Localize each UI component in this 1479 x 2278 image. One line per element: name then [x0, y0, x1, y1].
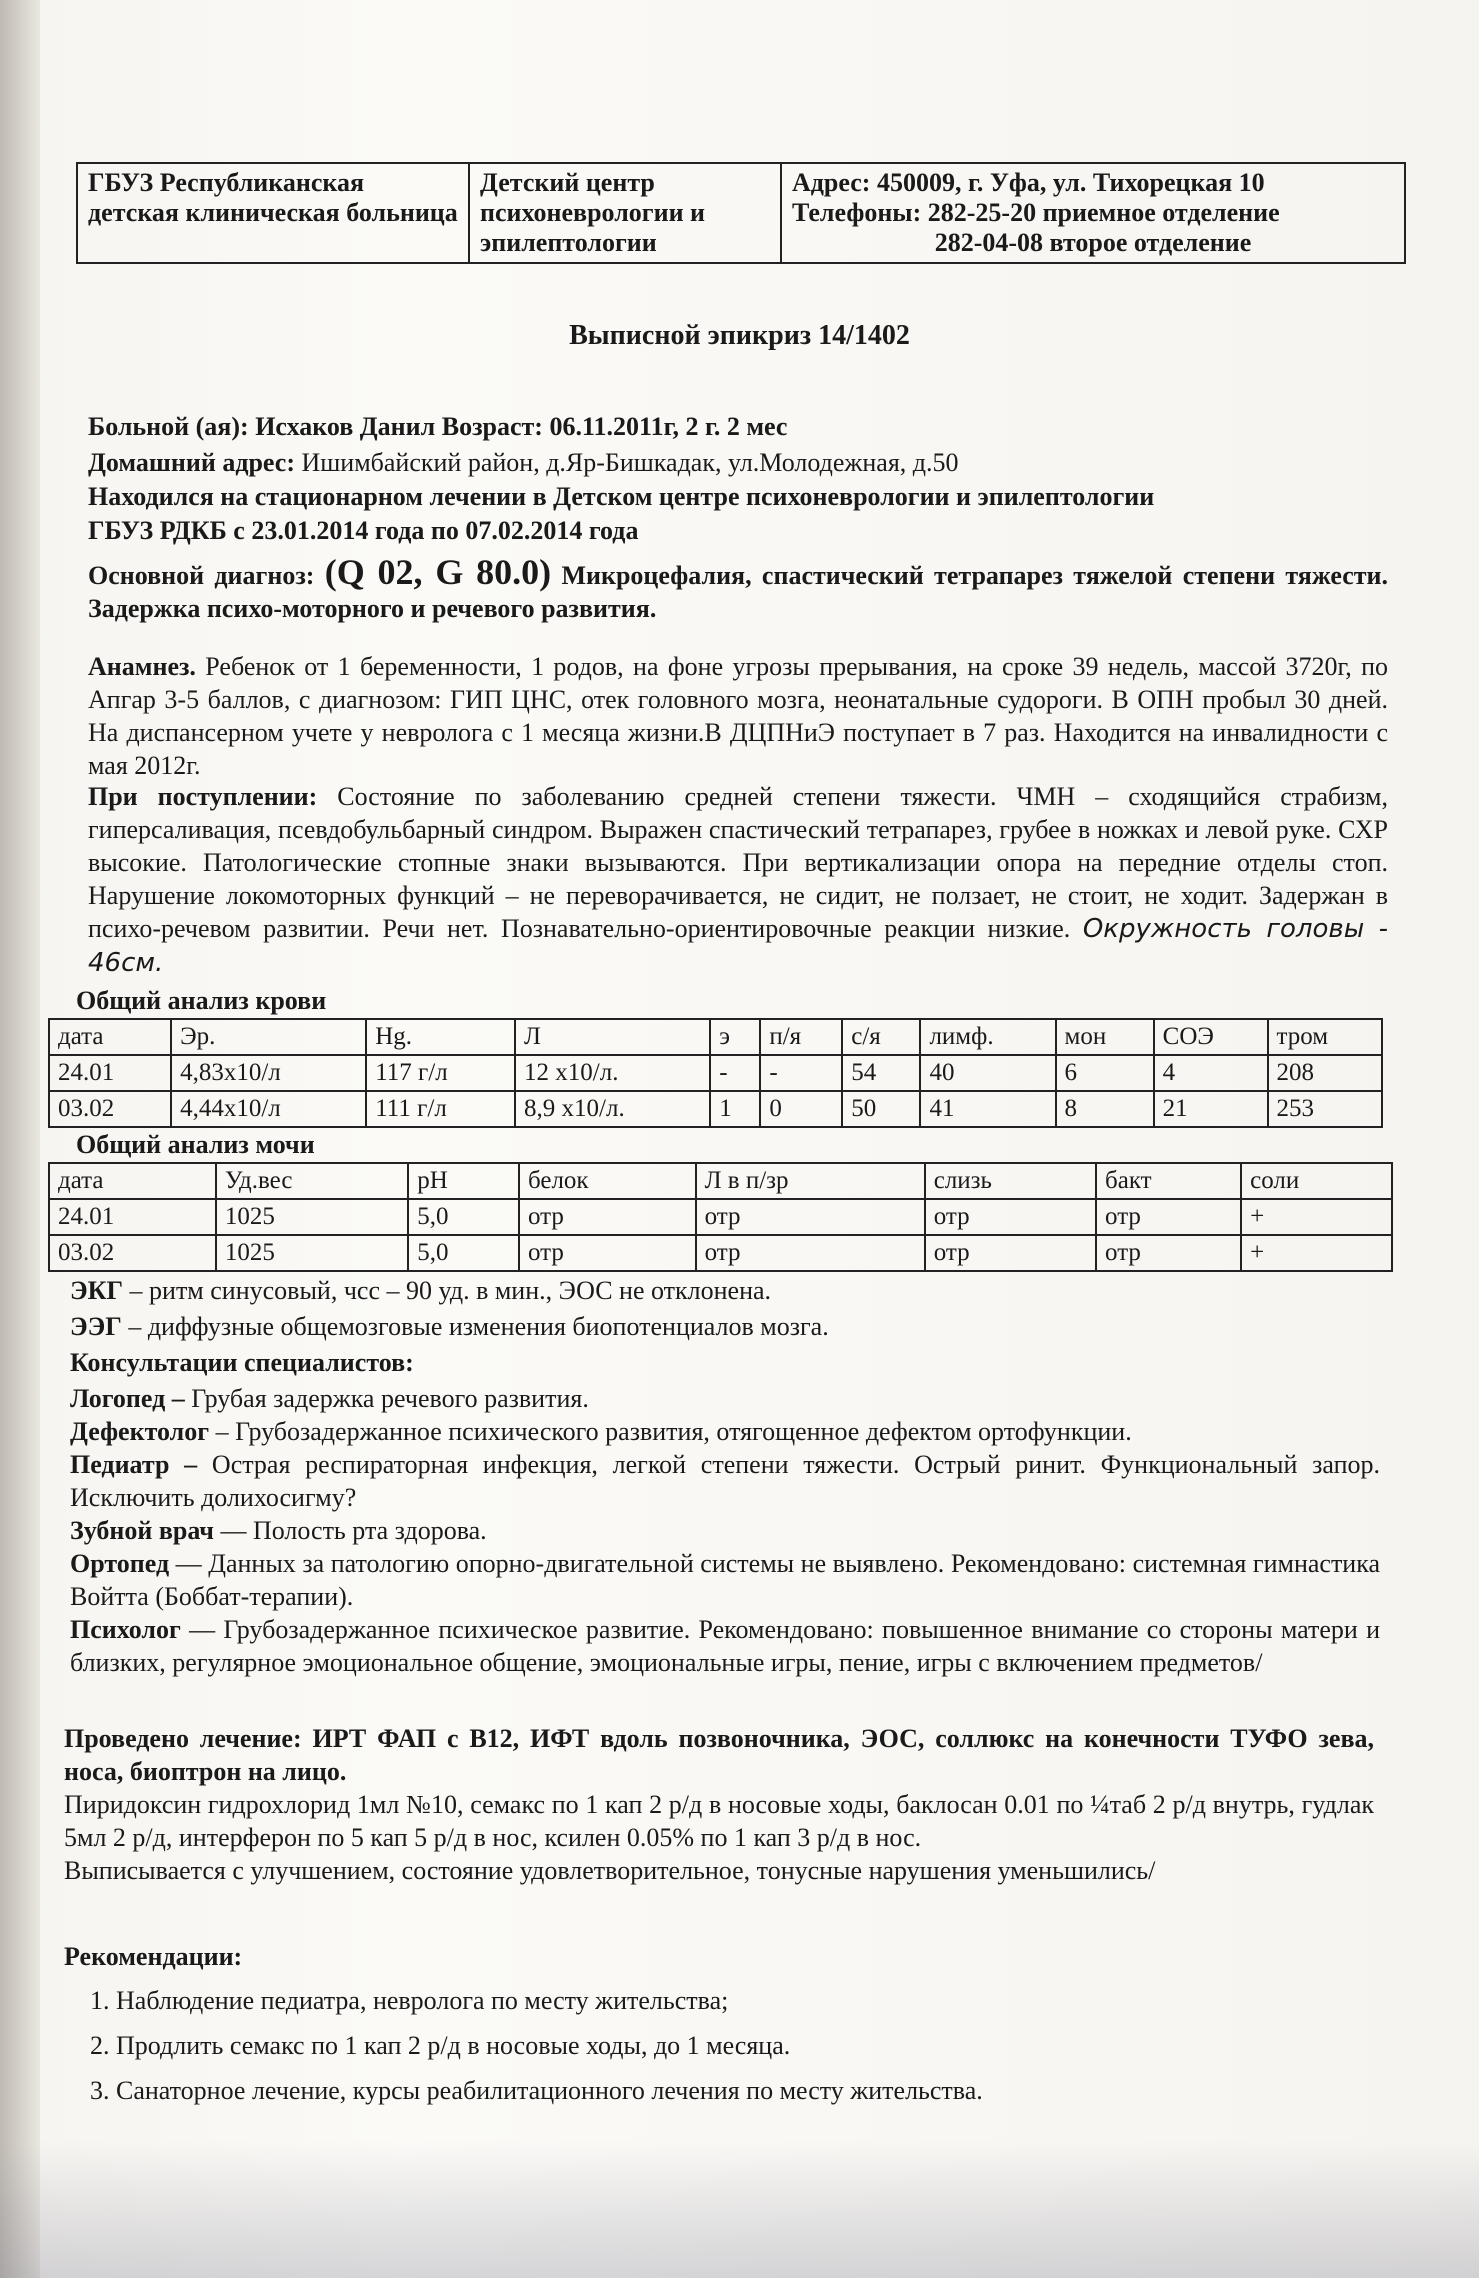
blood-header-row: [49, 1019, 1382, 1055]
home-address-label: Домашний адрес:: [88, 448, 295, 477]
recommendation-item: 1. Наблюдение педиатра, невролога по месту жительства;: [116, 1984, 1356, 2017]
blood-cell: 8: [1056, 1091, 1154, 1127]
urine-cell: 1025: [216, 1235, 408, 1271]
blood-cell: тром: [1268, 1019, 1382, 1055]
blood-cell: 0: [760, 1091, 842, 1127]
consult-item: [70, 1448, 1380, 1514]
consult-title: Консультации специалистов:: [70, 1348, 414, 1377]
age-label: Возраст:: [441, 412, 543, 441]
blood-cell: 54: [842, 1055, 920, 1091]
recommendation-item: 3. Санаторное лечение, курсы реабилитационного лечения по месту жительства.: [116, 2074, 1356, 2107]
header-phones-1: Телефоны: 282-25-20 приемное отделение: [792, 198, 1280, 227]
consult-item: [70, 1547, 1380, 1613]
blood-cell: Hg.: [366, 1019, 515, 1055]
urine-cell: бакт: [1096, 1163, 1241, 1199]
blood-title: Общий анализ крови: [76, 986, 327, 1015]
treatment-text-2: Пиридоксин гидрохлорид 1мл №10, семакс по 1 кап 2 р/д в носовые ходы, баклосан 0.01 по ¼таб 2 р/д внутрь, гудлак 5мл 2 р/д, интерферон по 5 кап 5 р/д в нос, ксилен 0.05% по 1 кап 3 р/д в нос.: [64, 1790, 1374, 1852]
eeg-line: [70, 1310, 1370, 1343]
blood-cell: 21: [1154, 1091, 1268, 1127]
blood-cell: 208: [1268, 1055, 1382, 1091]
urine-row: [49, 1199, 1392, 1235]
recommendations-list: [76, 1984, 1356, 2107]
blood-cell: 24.01: [49, 1055, 171, 1091]
urine-cell: Уд.вес: [216, 1163, 408, 1199]
blood-cell: СОЭ: [1154, 1019, 1268, 1055]
blood-cell: 12 х10/л.: [515, 1055, 710, 1091]
consult-text: — Грубозадержанное психическое развитие. Рекомендовано: повышенное внимание со стороны матери и близких, регулярное эмоциональное общение, эмоциональные игры, пение, игры с включением предметов/: [70, 1615, 1380, 1677]
blood-row: [49, 1091, 1382, 1127]
treatment-label: Проведено лечение:: [64, 1724, 302, 1753]
urine-cell: слизь: [925, 1163, 1096, 1199]
urine-cell: отр: [1096, 1235, 1241, 1271]
stay-line-2: ГБУЗ РДКБ с 23.01.2014 года по 07.02.2014 года: [88, 516, 639, 545]
blood-cell: -: [710, 1055, 760, 1091]
recommendations: [76, 1984, 1356, 2119]
blood-table: [48, 1018, 1383, 1128]
consult-label: Психолог: [70, 1615, 181, 1644]
urine-cell: отр: [1096, 1199, 1241, 1235]
consult-text: Грубая задержка речевого развития.: [184, 1384, 589, 1413]
consult-label: Логопед –: [70, 1384, 185, 1413]
diagnosis: [88, 552, 1389, 625]
blood-cell: э: [710, 1019, 760, 1055]
consult-text: Острая респираторная инфекция, легкой степени тяжести. Острый ринит. Функциональный запор. Исключить долихосигму?: [70, 1450, 1380, 1512]
urine-cell: отр: [925, 1199, 1096, 1235]
blood-cell: лимф.: [920, 1019, 1055, 1055]
diagnosis-codes: (Q 02, G 80.0): [324, 552, 552, 592]
patient-line: [88, 410, 1388, 443]
consult-label: Зубной врач: [70, 1516, 214, 1545]
blood-cell: 111 г/л: [366, 1091, 515, 1127]
diagnosis-text: Микроцефалия, спастический тетрапарез тяжелой степени тяжести. Задержка психо-моторного и речевого развития.: [88, 561, 1389, 623]
consult-text: – Грубозадержанное психического развития, отягощенное дефектом ортофункции.: [209, 1417, 1132, 1446]
consult-text: — Полость рта здорова.: [213, 1516, 487, 1545]
header-table: [76, 162, 1406, 264]
header-contacts: [781, 163, 1405, 263]
diagnosis-label: Основной диагноз:: [88, 561, 315, 590]
blood-cell: 03.02: [49, 1091, 171, 1127]
blood-cell: с/я: [842, 1019, 920, 1055]
urine-cell: белок: [519, 1163, 696, 1199]
consult-item: [70, 1514, 1380, 1547]
blood-cell: Л: [515, 1019, 710, 1055]
admission-text: Состояние по заболеванию средней степени тяжести. ЧМН – сходящийся страбизм, гиперсаливация, псевдобульбарный синдром. Выражен спастический тетрапарез, грубее в ножках и левой руке. СХР высокие. Патологические стопные знаки вызываются. При вертикализации опора на передние отделы стоп. Нарушение локомоторных функций – не переворачивается, не сидит, не ползает, не стоит, не ходит. Задержан в психо-речевом развитии. Речи нет. Познавательно-ориентировочные реакции низкие.: [88, 782, 1389, 943]
urine-table: [48, 1162, 1393, 1272]
urine-cell: Л в п/зр: [696, 1163, 925, 1199]
eeg-label: ЭЭГ: [70, 1312, 122, 1341]
urine-cell: +: [1241, 1235, 1392, 1271]
admission: [88, 780, 1388, 980]
blood-cell: Эр.: [171, 1019, 366, 1055]
handwritten-note: Окружность головы - 46см.: [88, 914, 1388, 978]
treatment-text-1: ИРТ ФАП с В12, ИФТ вдоль позвоночника, ЭОС, соллюкс на конечности ТУФО зева, носа, биоптрон на лицо.: [64, 1724, 1374, 1786]
consult-item: [70, 1415, 1380, 1448]
blood-cell: п/я: [760, 1019, 842, 1055]
urine-cell: 24.01: [49, 1199, 216, 1235]
anamnesis-text: Ребенок от 1 беременности, 1 родов, на фоне угрозы прерывания, на сроке 39 недель, массой 3720г, по Апгар 3-5 баллов, с диагнозом: ГИП ЦНС, отек головного мозга, неонатальные судороги. В ОПН пробыл 30 дней. На диспансерном учете у невролога с 1 месяца жизни.В ДЦПНиЭ поступает в 7 раз. Находится на инвалидности с мая 2012г.: [88, 652, 1389, 780]
anamnesis: [88, 650, 1388, 782]
urine-cell: +: [1241, 1199, 1392, 1235]
header-address: Адрес: 450009, г. Уфа, ул. Тихорецкая 10: [792, 168, 1265, 197]
urine-header-row: [49, 1163, 1392, 1199]
blood-cell: 117 г/л: [366, 1055, 515, 1091]
admission-label: При поступлении:: [88, 782, 318, 811]
urine-cell: отр: [696, 1235, 925, 1271]
blood-cell: мон: [1056, 1019, 1154, 1055]
consult-label: Дефектолог: [70, 1417, 210, 1446]
consult-item: [70, 1613, 1380, 1679]
urine-cell: 5,0: [408, 1199, 519, 1235]
blood-cell: 4,83х10/л: [171, 1055, 366, 1091]
consult-label: Ортопед: [70, 1549, 170, 1578]
blood-cell: 40: [920, 1055, 1055, 1091]
urine-cell: отр: [696, 1199, 925, 1235]
urine-cell: отр: [519, 1199, 696, 1235]
stay-line-1: Находился на стационарном лечении в Детском центре психоневрологии и эпилептологии: [88, 482, 1155, 511]
anamnesis-label: Анамнез.: [88, 652, 196, 681]
home-address-line: [88, 446, 1388, 479]
home-address-value: Ишимбайский район, д.Яр-Бишкадак, ул.Молодежная, д.50: [301, 448, 959, 477]
urine-cell: отр: [519, 1235, 696, 1271]
urine-cell: 5,0: [408, 1235, 519, 1271]
blood-cell: 50: [842, 1091, 920, 1127]
recommendations-title: Рекомендации:: [64, 1942, 243, 1971]
header-institution: ГБУЗ Республиканская детская клиническая больница: [77, 163, 469, 263]
header-phones-2: 282-04-08 второе отделение: [934, 228, 1252, 257]
urine-cell: дата: [49, 1163, 216, 1199]
document-title: Выписной эпикриз 14/1402: [569, 320, 910, 351]
age-value: 06.11.2011г, 2 г. 2 мес: [549, 412, 788, 441]
blood-cell: -: [760, 1055, 842, 1091]
ekg-text: – ритм синусовый, чсс – 90 уд. в мин., ЭОС не отклонена.: [123, 1276, 772, 1305]
treatment-text-3: Выписывается с улучшением, состояние удовлетворительное, тонусные нарушения уменьшились/: [64, 1856, 1156, 1885]
blood-row: [49, 1055, 1382, 1091]
blood-cell: дата: [49, 1019, 171, 1055]
urine-cell: pH: [408, 1163, 519, 1199]
patient-label: Больной (ая):: [88, 412, 249, 441]
blood-cell: 8,9 х10/л.: [515, 1091, 710, 1127]
urine-title: Общий анализ мочи: [76, 1130, 315, 1159]
consults: [70, 1382, 1380, 1679]
consult-text: — Данных за патологию опорно-двигательной системы не выявлено. Рекомендовано: системная гимнастика Войтта (Боббат-терапии).: [70, 1549, 1380, 1611]
patient-name: Исхаков Данил: [255, 412, 436, 441]
eeg-text: – диффузные общемозговые изменения биопотенциалов мозга.: [121, 1312, 829, 1341]
consult-item: [70, 1382, 1380, 1415]
ekg-line: [70, 1274, 1370, 1307]
ekg-label: ЭКГ: [70, 1276, 124, 1305]
blood-cell: 41: [920, 1091, 1055, 1127]
recommendation-item: 2. Продлить семакс по 1 кап 2 р/д в носовые ходы, до 1 месяца.: [116, 2029, 1356, 2062]
urine-row: [49, 1235, 1392, 1271]
urine-cell: соли: [1241, 1163, 1392, 1199]
scan-bottom-shadow: [0, 2140, 1479, 2278]
blood-cell: 6: [1056, 1055, 1154, 1091]
blood-cell: 1: [710, 1091, 760, 1127]
urine-cell: 1025: [216, 1199, 408, 1235]
treatment: [64, 1722, 1374, 1887]
blood-cell: 253: [1268, 1091, 1382, 1127]
consult-label: Педиатр –: [70, 1450, 198, 1479]
blood-cell: 4: [1154, 1055, 1268, 1091]
header-center: Детский центр психоневрологии и эпилептологии: [469, 163, 781, 263]
blood-cell: 4,44х10/л: [171, 1091, 366, 1127]
urine-cell: отр: [925, 1235, 1096, 1271]
urine-cell: 03.02: [49, 1235, 216, 1271]
